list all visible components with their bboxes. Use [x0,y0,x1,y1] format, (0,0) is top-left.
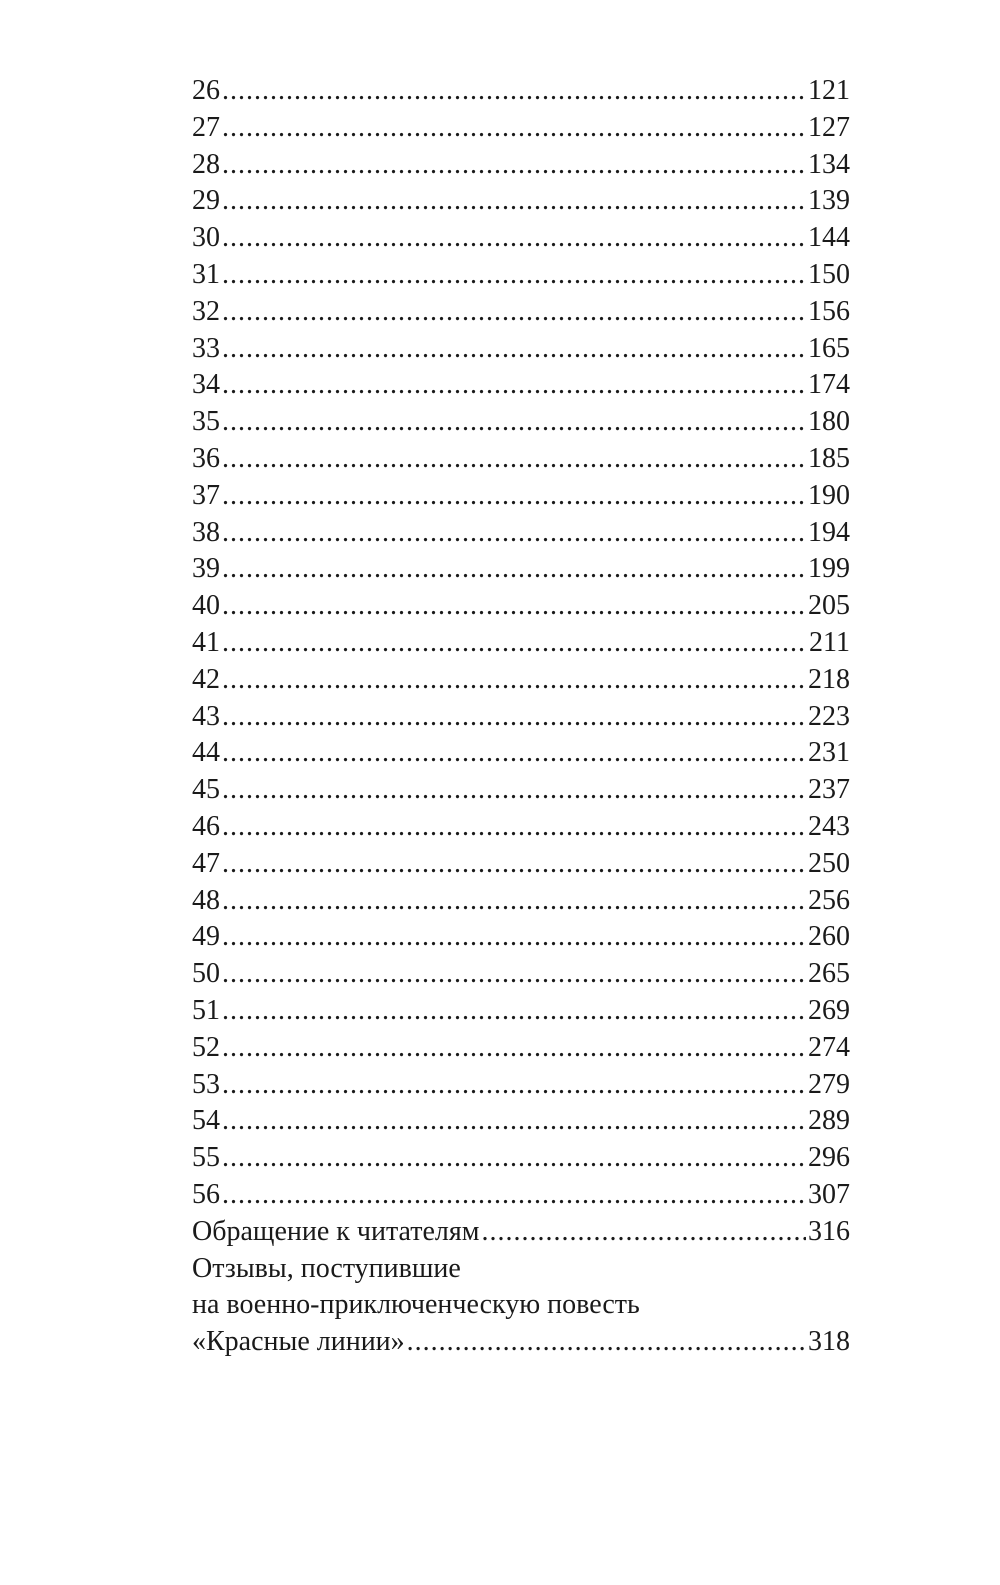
toc-entry-page-number: 318 [808,1326,850,1358]
toc-entry-page-number: 205 [808,590,850,622]
dot-leader [222,993,806,1030]
toc-entry [192,735,850,772]
dot-leader [222,735,806,772]
toc-entry-label: 41 [192,626,220,658]
toc-entry-page-number: 296 [808,1142,850,1174]
toc-entry [192,367,850,404]
toc-entry-page-number: 194 [808,516,850,548]
toc-entry-page-number: 174 [808,369,850,401]
toc-entry [192,625,850,662]
toc-entry-label: 37 [192,479,220,511]
toc-entry-label: 48 [192,884,220,916]
toc-entry-page-number: 237 [808,774,850,806]
toc-entry-page-number: 316 [808,1215,850,1247]
dot-leader [222,1177,806,1214]
toc-entry-page-number: 199 [808,553,850,585]
toc-entry-label: 40 [192,590,220,622]
toc-entry-label: Обращение к читателям [192,1215,480,1247]
toc-entry-label: 27 [192,111,220,143]
dot-leader [222,110,806,147]
toc-entry-reviews-line2 [192,1287,850,1324]
toc-entry-label: 55 [192,1142,220,1174]
dot-leader [222,404,806,441]
toc-entry [192,73,850,110]
dot-leader [222,883,806,920]
toc-entry-page-number: 265 [808,958,850,990]
toc-entry-page-number: 165 [808,332,850,364]
dot-leader [481,1214,806,1251]
toc-entry [192,257,850,294]
toc-entry-label: 31 [192,258,220,290]
toc-entry-label: 46 [192,810,220,842]
toc-entry [192,1030,850,1067]
toc-entry [192,956,850,993]
toc-entry [192,993,850,1030]
dot-leader [222,699,806,736]
toc-entry-label: на военно-приключенческую повесть [192,1289,640,1321]
toc-entry-page-number: 190 [808,479,850,511]
toc-entry-label: 34 [192,369,220,401]
toc-entry [192,220,850,257]
dot-leader [222,220,806,257]
toc-entry-label: 30 [192,222,220,254]
table-of-contents [192,73,850,1361]
toc-entry [192,809,850,846]
toc-entry-reviews-line3 [192,1324,850,1361]
dot-leader [222,1067,806,1104]
dot-leader [222,147,806,184]
toc-entry-label: Отзывы, поступившие [192,1252,461,1284]
toc-entry-label: 33 [192,332,220,364]
dot-leader [222,257,806,294]
toc-entry-label: 39 [192,553,220,585]
toc-entry-page-number: 307 [808,1178,850,1210]
toc-entry-page-number: 269 [808,994,850,1026]
toc-entry-label: 54 [192,1105,220,1137]
dot-leader [222,294,806,331]
toc-entry-page-number: 134 [808,148,850,180]
dot-leader [222,1030,806,1067]
toc-entry-page-number: 256 [808,884,850,916]
toc-entry-page-number: 218 [808,663,850,695]
dot-leader [222,956,806,993]
toc-entry-label: 44 [192,737,220,769]
toc-entry [192,551,850,588]
toc-entry [192,147,850,184]
toc-entry-page-number: 279 [808,1068,850,1100]
toc-entry-page-number: 223 [808,700,850,732]
dot-leader [222,551,806,588]
toc-entry-reviews-line1 [192,1251,850,1288]
toc-entry [192,1103,850,1140]
toc-entry-label: «Красные линии» [192,1326,405,1358]
dot-leader [222,331,806,368]
toc-entry [192,294,850,331]
toc-entry-page-number: 185 [808,442,850,474]
toc-entry [192,441,850,478]
dot-leader [222,73,806,110]
toc-entry-page-number: 243 [808,810,850,842]
dot-leader [222,662,806,699]
toc-entry-label: 29 [192,185,220,217]
toc-entry [192,478,850,515]
toc-entry-label: 47 [192,847,220,879]
toc-entry-label: 42 [192,663,220,695]
toc-entry [192,1177,850,1214]
toc-entry-label: 50 [192,958,220,990]
toc-entry [192,662,850,699]
toc-entry-page-number: 289 [808,1105,850,1137]
dot-leader [407,1324,806,1361]
toc-entry-page-number: 127 [808,111,850,143]
toc-entry-label: 32 [192,295,220,327]
toc-entry [192,919,850,956]
dot-leader [222,1103,806,1140]
toc-entry-label: 43 [192,700,220,732]
dot-leader [222,441,806,478]
toc-entry-label: 36 [192,442,220,474]
toc-entry-label: 49 [192,921,220,953]
dot-leader [222,478,806,515]
dot-leader [222,588,806,625]
toc-entry-page-number: 260 [808,921,850,953]
toc-entry-label: 52 [192,1031,220,1063]
toc-entry-label: 26 [192,75,220,106]
toc-entry-page-number: 250 [808,847,850,879]
toc-entry-page-number: 144 [808,222,850,254]
dot-leader [222,846,806,883]
toc-entry-page-number: 150 [808,258,850,290]
toc-entry-page-number: 156 [808,295,850,327]
toc-entry [192,883,850,920]
toc-entry [192,1140,850,1177]
toc-entry [192,515,850,552]
toc-entry [192,110,850,147]
toc-entry [192,404,850,441]
dot-leader [222,367,806,404]
toc-entry-label: 35 [192,406,220,438]
dot-leader [222,183,806,220]
toc-entry-label: 53 [192,1068,220,1100]
toc-entry-page-number: 274 [808,1031,850,1063]
toc-entry [192,846,850,883]
dot-leader [222,772,806,809]
dot-leader [222,919,806,956]
toc-entry-label: 51 [192,994,220,1026]
toc-entry [192,1067,850,1104]
toc-entry [192,699,850,736]
toc-entry-page-number: 231 [808,737,850,769]
toc-entry-label: 56 [192,1178,220,1210]
dot-leader [222,625,807,662]
toc-entry-page-number: 180 [808,406,850,438]
toc-entry [192,183,850,220]
toc-entry [192,1214,850,1251]
toc-entry [192,331,850,368]
toc-entry-label: 45 [192,774,220,806]
toc-entry [192,772,850,809]
toc-entry-label: 38 [192,516,220,548]
toc-entry-page-number: 139 [808,185,850,217]
toc-entry [192,588,850,625]
dot-leader [222,1140,806,1177]
toc-entry-page-number: 211 [809,626,850,658]
toc-entry-label: 28 [192,148,220,180]
dot-leader [222,809,806,846]
dot-leader [222,515,806,552]
toc-entry-page-number: 121 [808,75,850,106]
